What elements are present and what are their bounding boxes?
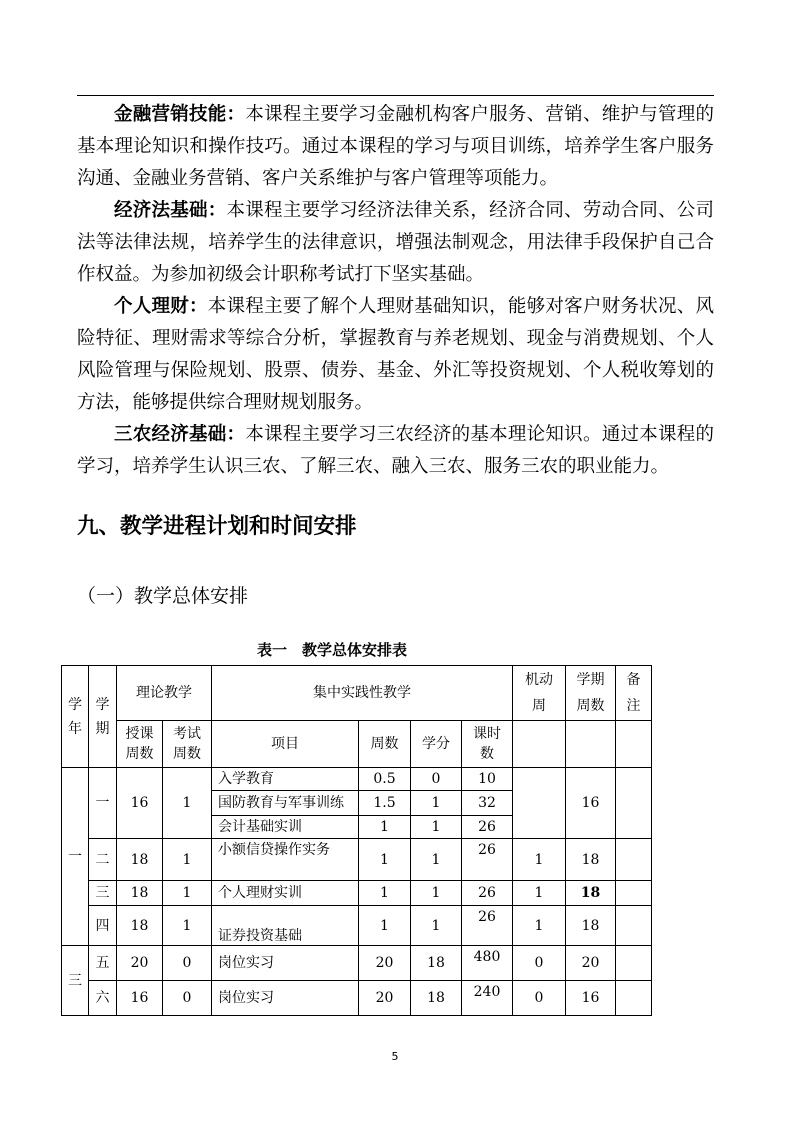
weeks-cell: 20 [359, 981, 411, 1016]
table-row [62, 768, 652, 791]
weeks-cell: 1 [359, 816, 411, 839]
weeks-cell: 0.5 [359, 768, 411, 791]
paragraph-line: 险特征、理财需求等综合分析，掌握教育与养老规划、现金与消费规划、个人 [77, 328, 714, 349]
empty-cell [616, 721, 652, 768]
header-label: 备注 [626, 672, 641, 714]
paragraph-line [77, 195, 714, 227]
table-header-row [62, 666, 652, 721]
hours-cell: 480 [462, 946, 513, 981]
header-label: 学期 [95, 696, 110, 737]
remarks-cell [616, 906, 652, 946]
header-exam-weeks [163, 721, 212, 768]
project-cell: 国防教育与军事训练 [212, 791, 359, 816]
weeks-cell: 1 [359, 839, 411, 881]
course-term: 经济法基础： [114, 200, 227, 221]
teaching-weeks-cell: 18 [117, 906, 163, 946]
paragraph-line: 方法，能够提供综合理财规划服务。 [77, 392, 374, 413]
project-cell: 岗位实习 [212, 981, 359, 1016]
credits-cell: 18 [411, 946, 462, 981]
project-cell: 入学教育 [212, 768, 359, 791]
project-cell: 岗位实习 [212, 946, 359, 981]
header-school-year [62, 666, 89, 768]
project-cell: 证券投资基础 [212, 906, 359, 946]
course-paragraph [77, 291, 714, 419]
paragraph-line: 学习，培养学生认识三农、了解三农、融入三农、服务三农的职业能力。 [77, 456, 670, 477]
header-rule [77, 95, 714, 96]
header-remarks [616, 666, 652, 721]
semester-cell: 二 [89, 839, 117, 881]
course-descriptions [77, 99, 714, 483]
teaching-weeks-cell: 20 [117, 946, 163, 981]
teaching-weeks-cell: 18 [117, 881, 163, 906]
credits-cell: 1 [411, 839, 462, 881]
paragraph-line: 沟通、金融业务营销、客户关系维护与客户管理等项能力。 [77, 168, 559, 189]
semester-cell: 三 [89, 881, 117, 906]
header-practice-teaching: 集中实践性教学 [212, 666, 513, 721]
header-theory-teaching: 理论教学 [117, 666, 212, 721]
flex-weeks-cell: 1 [513, 839, 566, 881]
header-project: 项目 [212, 721, 359, 768]
school-year-cell: 一 [62, 768, 89, 946]
course-term: 金融营销技能： [114, 104, 246, 125]
subsection-heading: （一）教学总体安排 [77, 585, 249, 607]
flex-weeks-cell: 0 [513, 981, 566, 1016]
table-row [62, 839, 652, 881]
hours-cell: 32 [462, 791, 513, 816]
weeks-cell: 1 [359, 906, 411, 946]
header-semester [89, 666, 117, 768]
exam-weeks-cell: 0 [163, 946, 212, 981]
course-paragraph [77, 195, 714, 291]
paragraph-line [77, 419, 714, 451]
remarks-cell [616, 768, 652, 839]
table-caption: 表一 教学总体安排表 [256, 641, 407, 659]
header-weeks: 周数 [359, 721, 411, 768]
line-text: 本课程主要学习金融机构客户服务、营销、维护与管理的 [245, 104, 714, 125]
teaching-weeks-cell: 16 [117, 768, 163, 839]
line-text: 本课程主要了解个人理财基础知识，能够对客户财务状况、风 [207, 296, 714, 317]
hours-cell: 10 [462, 768, 513, 791]
remarks-cell [616, 946, 652, 981]
weeks-cell: 1 [359, 881, 411, 906]
line-text: 本课程主要学习三农经济的基本理论知识。通过本课程的 [245, 424, 714, 445]
semester-weeks-cell: 18 [566, 906, 616, 946]
course-term: 三农经济基础： [114, 424, 246, 445]
hours-cell: 26 [462, 816, 513, 839]
weeks-cell: 1.5 [359, 791, 411, 816]
header-teaching-weeks [117, 721, 163, 768]
exam-weeks-cell: 1 [163, 768, 212, 839]
exam-weeks-cell: 1 [163, 881, 212, 906]
empty-cell [566, 721, 616, 768]
header-flex-weeks [513, 666, 566, 721]
hours-cell: 26 [462, 906, 513, 946]
semester-cell: 四 [89, 906, 117, 946]
course-paragraph [77, 419, 714, 483]
flex-weeks-cell: 0 [513, 946, 566, 981]
remarks-cell [616, 981, 652, 1016]
exam-weeks-cell: 1 [163, 839, 212, 881]
semester-weeks-cell: 16 [566, 981, 616, 1016]
paragraph-line: 风险管理与保险规划、股票、债券、基金、外汇等投资规划、个人税收筹划的 [77, 360, 714, 381]
teaching-schedule-table [61, 665, 652, 1016]
remarks-cell [616, 839, 652, 881]
semester-weeks-cell: 16 [566, 768, 616, 839]
project-cell: 会计基础实训 [212, 816, 359, 839]
credits-cell: 1 [411, 906, 462, 946]
header-label: 课时数 [473, 726, 501, 762]
header-label: 授课周数 [125, 726, 154, 762]
header-semester-weeks [566, 666, 616, 721]
remarks-cell [616, 881, 652, 906]
credits-cell: 1 [411, 816, 462, 839]
credits-cell: 18 [411, 981, 462, 1016]
header-label: 考试周数 [173, 726, 201, 762]
header-label: 机动周 [525, 672, 553, 714]
semester-cell: 五 [89, 946, 117, 981]
flex-weeks-cell: 1 [513, 906, 566, 946]
section-heading: 九、教学进程计划和时间安排 [77, 514, 357, 539]
course-paragraph [77, 99, 714, 195]
exam-weeks-cell: 0 [163, 981, 212, 1016]
header-label: 学年 [68, 696, 82, 737]
credits-cell: 1 [411, 791, 462, 816]
paragraph-line [77, 99, 714, 131]
semester-weeks-cell: 20 [566, 946, 616, 981]
credits-cell: 1 [411, 881, 462, 906]
hours-cell: 26 [462, 839, 513, 881]
header-credits: 学分 [411, 721, 462, 768]
course-term: 个人理财： [114, 296, 208, 317]
header-label: 学期周数 [576, 672, 605, 714]
teaching-weeks-cell: 18 [117, 839, 163, 881]
hours-cell: 26 [462, 881, 513, 906]
flex-weeks-cell: 1 [513, 881, 566, 906]
project-cell: 个人理财实训 [212, 881, 359, 906]
page-number: 5 [391, 1050, 399, 1063]
paragraph-line [77, 291, 714, 323]
hours-cell: 240 [462, 981, 513, 1016]
flex-weeks-cell [513, 768, 566, 839]
paragraph-line: 法等法律法规，培养学生的法律意识，增强法制观念，用法律手段保护自己合 [77, 232, 714, 253]
paragraph-line: 基本理论知识和操作技巧。通过本课程的学习与项目训练，培养学生客户服务 [77, 136, 714, 157]
table-header-row [62, 721, 652, 768]
table-row [62, 906, 652, 946]
exam-weeks-cell: 1 [163, 906, 212, 946]
semester-weeks-cell: 18 [566, 839, 616, 881]
line-text: 本课程主要学习经济法律关系，经济合同、劳动合同、公司 [226, 200, 714, 221]
table-row [62, 881, 652, 906]
semester-cell: 一 [89, 768, 117, 839]
semester-cell: 六 [89, 981, 117, 1016]
table-row [62, 946, 652, 981]
semester-weeks-cell: 18 [566, 881, 616, 906]
empty-cell [513, 721, 566, 768]
school-year-cell: 三 [62, 946, 89, 1016]
paragraph-line: 作权益。为参加初级会计职称考试打下坚实基础。 [77, 264, 485, 285]
credits-cell: 0 [411, 768, 462, 791]
table-row [62, 981, 652, 1016]
project-cell: 小额信贷操作实务 [212, 839, 359, 881]
weeks-cell: 20 [359, 946, 411, 981]
header-hours [462, 721, 513, 768]
teaching-weeks-cell: 16 [117, 981, 163, 1016]
